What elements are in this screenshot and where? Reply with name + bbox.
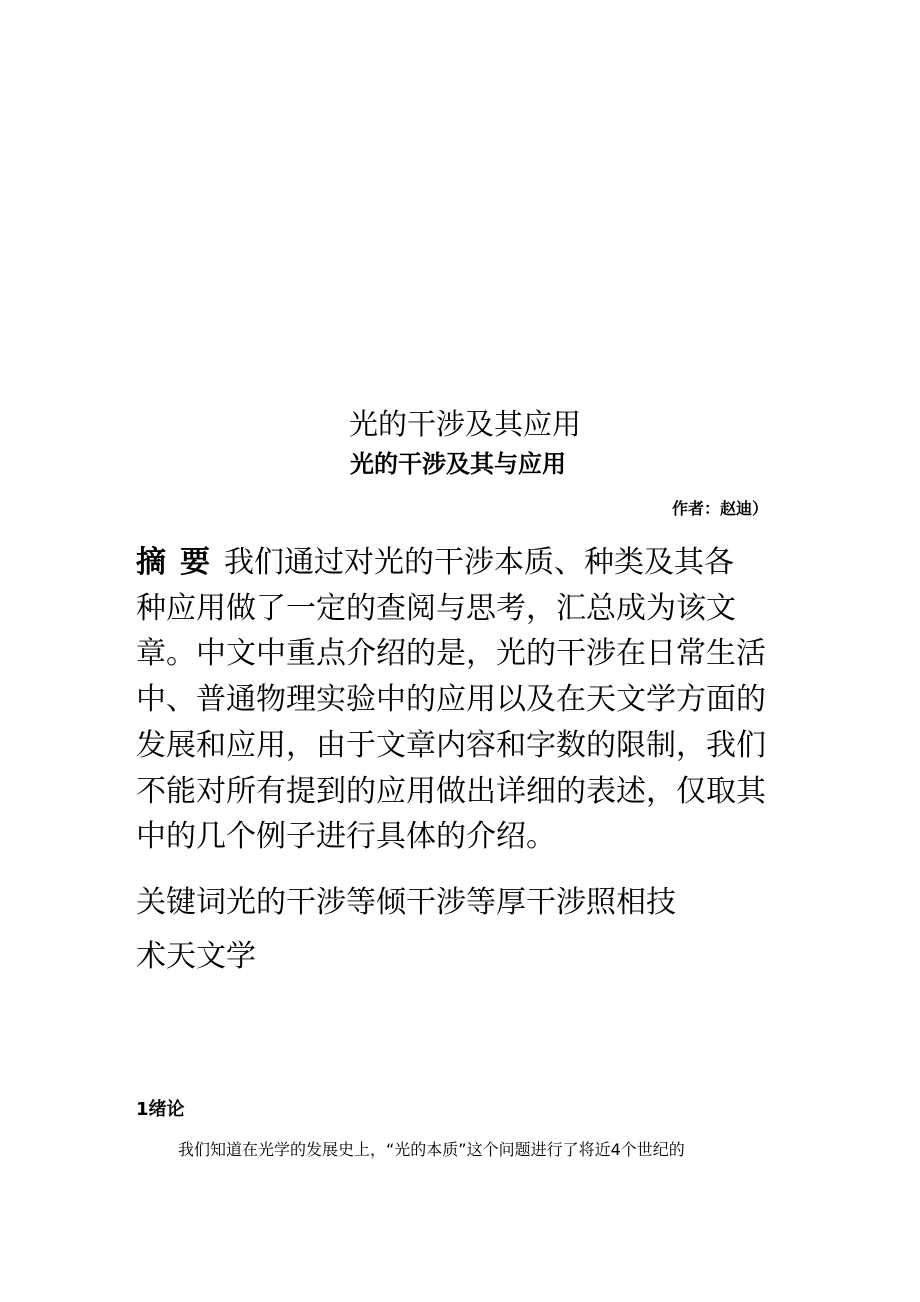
abstract-line: 种应用做了一定的查阅与思考，汇总成为该文 <box>136 590 736 626</box>
abstract-text: 我们通过对光的干涉本质、种类及其各 <box>224 545 734 580</box>
abstract-block <box>136 540 796 860</box>
document-title: 光的干涉及其应用 <box>348 407 581 441</box>
abstract-line: 中的几个例子进行具体的介绍。 <box>136 819 556 855</box>
abstract-line: 发展和应用，由于文章内容和字数的限制，我们 <box>136 727 766 763</box>
abstract-line: 章。中文中重点介绍的是，光的干涉在日常生活 <box>136 636 766 672</box>
author-line: 作者：赵迪） <box>672 499 769 518</box>
document-subtitle: 光的干涉及其与应用 <box>350 450 566 478</box>
abstract-line <box>136 540 796 586</box>
abstract-label: 摘要 <box>136 545 224 580</box>
keywords-label: 关键词 <box>136 885 226 920</box>
keywords-text: 光的干涉等倾干涉等厚干涉照相技 <box>226 885 676 920</box>
body-paragraph: 我们知道在光学的发展史上，“光的本质”这个问题进行了将近4个世纪的 <box>178 1140 685 1159</box>
keywords-line <box>136 876 796 930</box>
section-heading: 1绪论 <box>136 1099 185 1120</box>
abstract-line: 不能对所有提到的应用做出详细的表述，仅取其 <box>136 773 766 809</box>
keywords-block <box>136 876 796 984</box>
abstract-line: 中、普通物理实验中的应用以及在天文学方面的 <box>136 682 766 718</box>
keywords-line: 术天文学 <box>136 939 256 974</box>
